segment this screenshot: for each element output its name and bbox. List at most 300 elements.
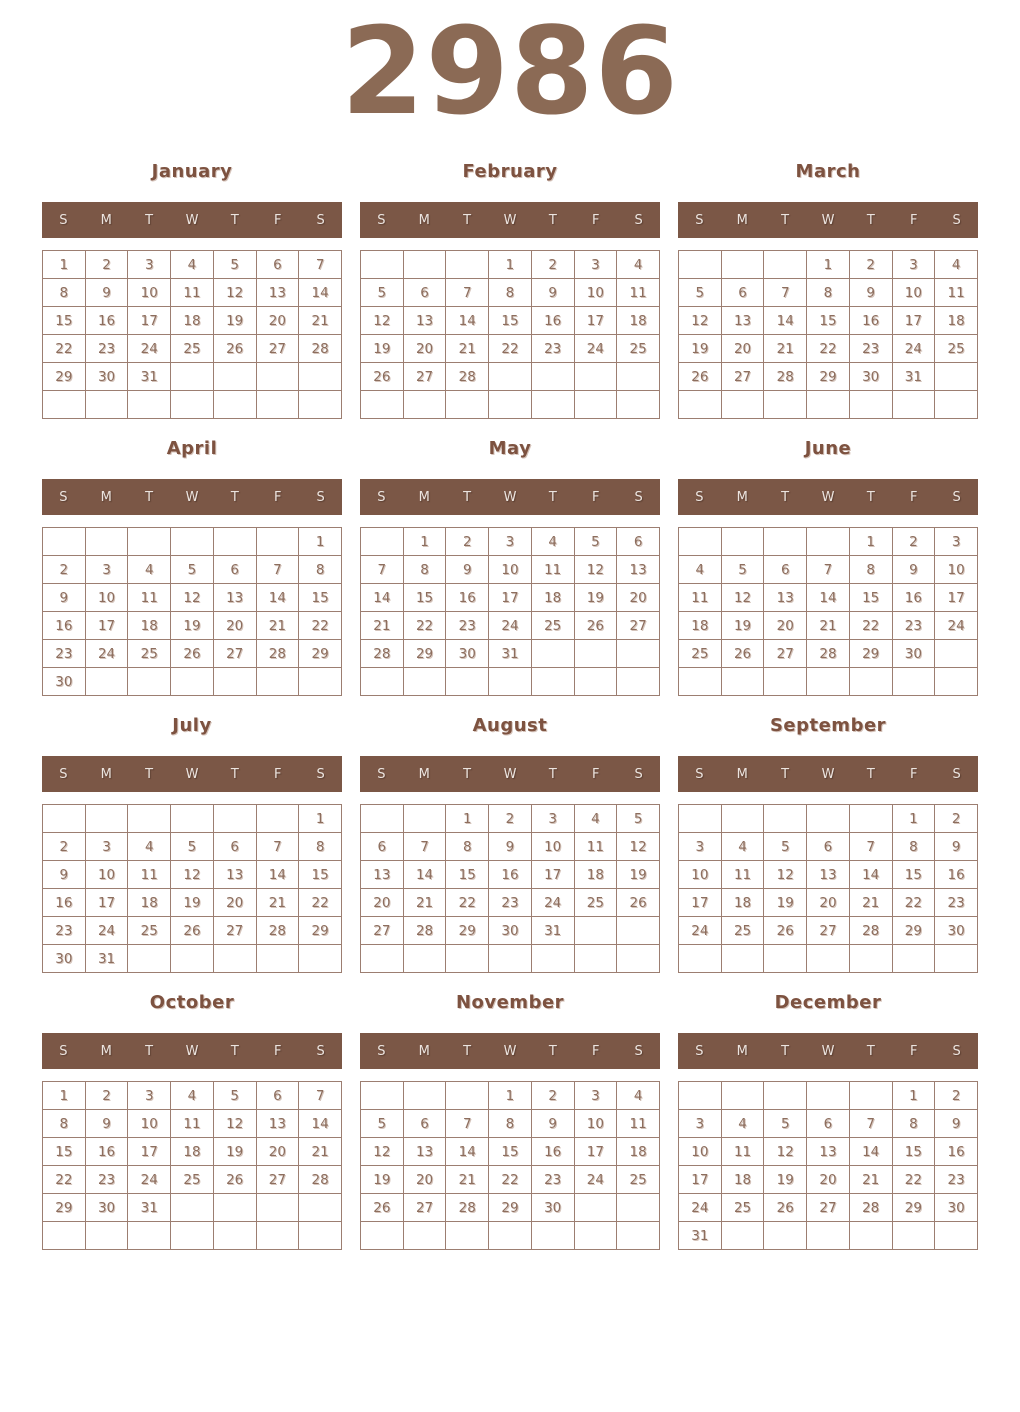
day-cell [935, 391, 978, 419]
day-cell: 22 [43, 335, 86, 363]
day-cell [807, 805, 850, 833]
day-cell: 8 [489, 279, 532, 307]
day-cell: 29 [849, 640, 892, 668]
day-cell [679, 391, 722, 419]
weekday-header [360, 756, 660, 792]
day-cell: 23 [849, 335, 892, 363]
day-cell: 17 [128, 1138, 171, 1166]
day-cell: 2 [446, 528, 489, 556]
weekday-label: T [463, 489, 472, 505]
day-cell: 26 [213, 335, 256, 363]
day-cell: 6 [721, 279, 764, 307]
weekday-label: S [634, 1043, 643, 1059]
day-cell: 19 [213, 1138, 256, 1166]
day-cell: 26 [679, 363, 722, 391]
day-grid-row [43, 279, 342, 307]
day-cell: 19 [721, 612, 764, 640]
weekday-label: W [185, 1043, 199, 1059]
day-cell [85, 668, 128, 696]
day-cell: 12 [361, 1138, 404, 1166]
day-grid-body [679, 251, 978, 419]
day-grid-row [679, 1110, 978, 1138]
day-cell: 7 [849, 1110, 892, 1138]
weekday-header [678, 479, 978, 515]
weekday-label: T [145, 212, 154, 228]
day-cell [574, 917, 617, 945]
day-grid-row [43, 805, 342, 833]
day-cell: 9 [935, 833, 978, 861]
day-cell: 14 [849, 861, 892, 889]
day-cell: 14 [299, 1110, 342, 1138]
day-cell: 21 [849, 1166, 892, 1194]
day-cell [849, 668, 892, 696]
day-cell [617, 1222, 660, 1250]
day-cell: 21 [446, 1166, 489, 1194]
day-cell [721, 251, 764, 279]
day-cell [171, 668, 214, 696]
day-cell: 18 [171, 1138, 214, 1166]
day-cell: 10 [679, 861, 722, 889]
day-cell: 7 [849, 833, 892, 861]
day-cell [849, 805, 892, 833]
day-cell: 22 [403, 612, 446, 640]
day-cell: 15 [299, 584, 342, 612]
day-cell: 19 [574, 584, 617, 612]
day-cell: 29 [807, 363, 850, 391]
weekday-label: F [591, 766, 600, 782]
day-cell: 1 [849, 528, 892, 556]
day-cell [764, 668, 807, 696]
weekday-header [42, 479, 342, 515]
day-cell: 26 [361, 363, 404, 391]
day-cell: 29 [892, 917, 935, 945]
day-grid-row [43, 1138, 342, 1166]
day-cell: 24 [574, 335, 617, 363]
day-cell [128, 668, 171, 696]
day-cell [403, 251, 446, 279]
weekday-header [678, 1033, 978, 1069]
day-cell: 25 [617, 335, 660, 363]
day-cell: 10 [574, 1110, 617, 1138]
day-cell [892, 391, 935, 419]
weekday-label: T [230, 212, 239, 228]
day-cell: 4 [721, 833, 764, 861]
day-cell: 28 [446, 1194, 489, 1222]
weekday-label: T [548, 489, 557, 505]
day-cell: 27 [213, 917, 256, 945]
day-cell: 2 [43, 556, 86, 584]
day-cell: 18 [531, 584, 574, 612]
day-grid-row [679, 251, 978, 279]
day-cell: 4 [721, 1110, 764, 1138]
day-cell: 24 [128, 1166, 171, 1194]
day-grid-row [679, 945, 978, 973]
day-cell [574, 363, 617, 391]
day-cell [617, 391, 660, 419]
day-cell: 26 [721, 640, 764, 668]
weekday-label: S [695, 766, 704, 782]
day-cell: 11 [721, 1138, 764, 1166]
day-cell: 6 [213, 833, 256, 861]
day-cell: 25 [679, 640, 722, 668]
day-cell [531, 1222, 574, 1250]
day-cell: 11 [935, 279, 978, 307]
day-cell [43, 391, 86, 419]
day-grid-row [43, 640, 342, 668]
weekday-label: W [503, 1043, 517, 1059]
weekday-label: S [377, 766, 386, 782]
weekday-label: M [100, 1043, 112, 1059]
weekday-label: F [591, 212, 600, 228]
day-cell: 7 [299, 251, 342, 279]
day-cell: 10 [935, 556, 978, 584]
day-grid-row [361, 833, 660, 861]
day-cell [807, 945, 850, 973]
weekday-label: M [418, 1043, 430, 1059]
day-grid-body [361, 528, 660, 696]
day-cell: 21 [764, 335, 807, 363]
day-cell: 2 [43, 833, 86, 861]
day-cell: 2 [935, 1082, 978, 1110]
weekday-label: T [548, 212, 557, 228]
day-cell: 15 [807, 307, 850, 335]
day-cell: 19 [171, 889, 214, 917]
day-cell: 22 [892, 889, 935, 917]
day-cell: 13 [403, 307, 446, 335]
day-grid-row [43, 889, 342, 917]
day-cell [213, 805, 256, 833]
month-title: January [151, 161, 233, 182]
day-cell: 13 [213, 584, 256, 612]
day-cell: 10 [85, 584, 128, 612]
day-cell: 4 [171, 251, 214, 279]
day-cell [679, 945, 722, 973]
day-cell: 31 [679, 1222, 722, 1250]
day-cell [256, 391, 299, 419]
day-cell [849, 945, 892, 973]
day-cell: 5 [764, 833, 807, 861]
day-cell: 7 [256, 556, 299, 584]
day-grid-row [679, 1166, 978, 1194]
day-cell: 18 [617, 307, 660, 335]
day-cell: 8 [489, 1110, 532, 1138]
day-cell: 28 [299, 1166, 342, 1194]
day-cell [299, 668, 342, 696]
day-grid-row [361, 1082, 660, 1110]
day-cell: 5 [171, 556, 214, 584]
day-cell: 31 [892, 363, 935, 391]
day-cell: 5 [361, 279, 404, 307]
day-cell: 6 [213, 556, 256, 584]
day-cell [679, 251, 722, 279]
day-cell: 24 [935, 612, 978, 640]
day-cell: 30 [43, 945, 86, 973]
day-cell: 27 [764, 640, 807, 668]
day-cell [361, 668, 404, 696]
day-cell [171, 1222, 214, 1250]
day-cell [489, 363, 532, 391]
day-cell [361, 1222, 404, 1250]
day-cell: 30 [489, 917, 532, 945]
month-title: July [172, 715, 212, 736]
day-cell: 24 [531, 889, 574, 917]
day-cell [531, 668, 574, 696]
day-cell [128, 945, 171, 973]
day-cell [171, 945, 214, 973]
day-cell [721, 668, 764, 696]
day-cell: 15 [892, 1138, 935, 1166]
day-cell: 2 [85, 251, 128, 279]
day-grid-body [361, 251, 660, 419]
day-cell: 14 [256, 861, 299, 889]
day-cell [361, 805, 404, 833]
day-cell: 14 [361, 584, 404, 612]
day-grid-row [43, 307, 342, 335]
weekday-label: S [634, 489, 643, 505]
day-grid [678, 527, 978, 696]
day-grid-row [679, 279, 978, 307]
weekday-label: M [418, 212, 430, 228]
day-cell [935, 1222, 978, 1250]
day-cell: 28 [446, 363, 489, 391]
day-cell: 1 [299, 805, 342, 833]
day-cell: 11 [171, 1110, 214, 1138]
day-cell: 17 [679, 1166, 722, 1194]
day-cell: 8 [43, 1110, 86, 1138]
day-cell [256, 363, 299, 391]
day-cell: 1 [43, 1082, 86, 1110]
day-cell [617, 363, 660, 391]
day-cell: 17 [85, 612, 128, 640]
day-cell: 11 [617, 279, 660, 307]
day-grid-row [43, 335, 342, 363]
day-cell: 12 [213, 1110, 256, 1138]
day-cell [171, 1194, 214, 1222]
day-cell: 25 [617, 1166, 660, 1194]
weekday-label: S [952, 212, 961, 228]
weekday-label: M [418, 766, 430, 782]
day-cell: 28 [764, 363, 807, 391]
weekday-header [360, 1033, 660, 1069]
day-cell [531, 640, 574, 668]
day-cell [892, 1222, 935, 1250]
day-cell: 5 [721, 556, 764, 584]
day-cell: 16 [531, 307, 574, 335]
weekday-label: M [100, 766, 112, 782]
day-cell: 18 [617, 1138, 660, 1166]
day-cell: 1 [403, 528, 446, 556]
day-cell [403, 805, 446, 833]
day-grid-row [361, 556, 660, 584]
month-block [360, 152, 660, 419]
day-grid-row [43, 917, 342, 945]
day-cell [574, 668, 617, 696]
weekday-header [360, 479, 660, 515]
day-cell: 20 [256, 1138, 299, 1166]
day-cell: 22 [489, 1166, 532, 1194]
day-grid-row [43, 251, 342, 279]
day-cell [935, 363, 978, 391]
weekday-label: S [377, 489, 386, 505]
day-cell: 20 [403, 1166, 446, 1194]
day-cell: 7 [299, 1082, 342, 1110]
day-cell: 6 [256, 251, 299, 279]
day-cell [574, 391, 617, 419]
year-title: 2986 [341, 3, 679, 142]
day-cell: 3 [128, 251, 171, 279]
day-grid-row [43, 861, 342, 889]
day-cell: 14 [446, 307, 489, 335]
day-grid-body [361, 1082, 660, 1250]
day-cell: 13 [617, 556, 660, 584]
day-cell: 27 [807, 917, 850, 945]
day-grid-row [43, 391, 342, 419]
weekday-header [678, 202, 978, 238]
day-cell: 4 [935, 251, 978, 279]
weekday-label: M [736, 1043, 748, 1059]
month-block [678, 429, 978, 696]
day-grid-body [43, 805, 342, 973]
month-title: April [166, 438, 218, 459]
day-cell [256, 668, 299, 696]
day-cell: 16 [935, 861, 978, 889]
day-cell [892, 668, 935, 696]
day-cell: 5 [171, 833, 214, 861]
day-cell: 5 [617, 805, 660, 833]
day-cell: 7 [256, 833, 299, 861]
day-cell: 25 [721, 1194, 764, 1222]
day-grid [678, 250, 978, 419]
day-cell: 4 [617, 251, 660, 279]
weekday-label: T [866, 489, 875, 505]
day-cell [446, 391, 489, 419]
day-cell: 8 [892, 833, 935, 861]
day-cell: 15 [446, 861, 489, 889]
day-cell: 17 [489, 584, 532, 612]
weekday-label: T [230, 489, 239, 505]
day-cell: 18 [128, 889, 171, 917]
month-block [360, 706, 660, 973]
day-cell: 17 [128, 307, 171, 335]
month-title: November [455, 992, 565, 1013]
day-grid-row [679, 1194, 978, 1222]
day-cell [531, 391, 574, 419]
weekday-label: T [145, 1043, 154, 1059]
day-cell [679, 805, 722, 833]
day-cell: 8 [43, 279, 86, 307]
day-grid-row [679, 917, 978, 945]
day-cell: 17 [85, 889, 128, 917]
day-cell: 27 [256, 335, 299, 363]
day-cell: 2 [489, 805, 532, 833]
day-cell [299, 945, 342, 973]
day-cell: 19 [361, 335, 404, 363]
day-cell: 31 [128, 1194, 171, 1222]
day-cell: 10 [679, 1138, 722, 1166]
day-cell: 17 [892, 307, 935, 335]
day-grid [42, 1081, 342, 1250]
day-cell: 1 [299, 528, 342, 556]
day-grid-row [43, 612, 342, 640]
months-grid [0, 152, 1020, 1250]
weekday-label: S [316, 212, 325, 228]
weekday-label: F [273, 212, 282, 228]
day-cell: 28 [849, 1194, 892, 1222]
day-grid-row [679, 833, 978, 861]
day-cell: 7 [361, 556, 404, 584]
day-cell: 30 [935, 1194, 978, 1222]
weekday-label: T [781, 1043, 790, 1059]
day-grid-row [361, 391, 660, 419]
weekday-label: S [59, 489, 68, 505]
day-cell [531, 363, 574, 391]
weekday-label: T [781, 489, 790, 505]
day-cell: 22 [299, 612, 342, 640]
day-cell [489, 668, 532, 696]
day-cell: 26 [574, 612, 617, 640]
day-grid [678, 804, 978, 973]
month-block [678, 706, 978, 973]
day-cell: 29 [43, 363, 86, 391]
day-cell [807, 1082, 850, 1110]
day-cell: 2 [935, 805, 978, 833]
day-cell: 26 [361, 1194, 404, 1222]
day-grid [360, 804, 660, 973]
day-cell: 27 [213, 640, 256, 668]
day-cell [721, 1222, 764, 1250]
weekday-label: T [548, 1043, 557, 1059]
day-cell: 10 [892, 279, 935, 307]
day-cell: 25 [531, 612, 574, 640]
day-cell [361, 945, 404, 973]
day-cell [679, 528, 722, 556]
day-cell [299, 391, 342, 419]
day-cell: 9 [85, 279, 128, 307]
weekday-label: W [503, 489, 517, 505]
weekday-label: T [463, 766, 472, 782]
day-cell: 3 [489, 528, 532, 556]
day-cell [128, 528, 171, 556]
day-cell: 12 [679, 307, 722, 335]
day-cell: 19 [679, 335, 722, 363]
weekday-label: S [952, 489, 961, 505]
day-grid-row [679, 640, 978, 668]
day-cell [531, 945, 574, 973]
day-cell [764, 528, 807, 556]
day-cell: 27 [403, 363, 446, 391]
day-cell [574, 1222, 617, 1250]
day-cell: 21 [403, 889, 446, 917]
day-cell: 2 [531, 1082, 574, 1110]
weekday-label: T [866, 1043, 875, 1059]
day-cell: 1 [489, 251, 532, 279]
day-cell: 23 [935, 889, 978, 917]
day-cell: 14 [256, 584, 299, 612]
day-grid [678, 1081, 978, 1250]
day-cell: 30 [85, 1194, 128, 1222]
day-cell: 6 [617, 528, 660, 556]
day-cell: 29 [446, 917, 489, 945]
day-cell: 21 [256, 612, 299, 640]
day-cell: 26 [617, 889, 660, 917]
day-cell [574, 640, 617, 668]
day-cell [489, 945, 532, 973]
month-block [42, 706, 342, 973]
day-cell: 27 [617, 612, 660, 640]
day-cell [213, 391, 256, 419]
day-cell [935, 945, 978, 973]
day-grid-row [679, 612, 978, 640]
